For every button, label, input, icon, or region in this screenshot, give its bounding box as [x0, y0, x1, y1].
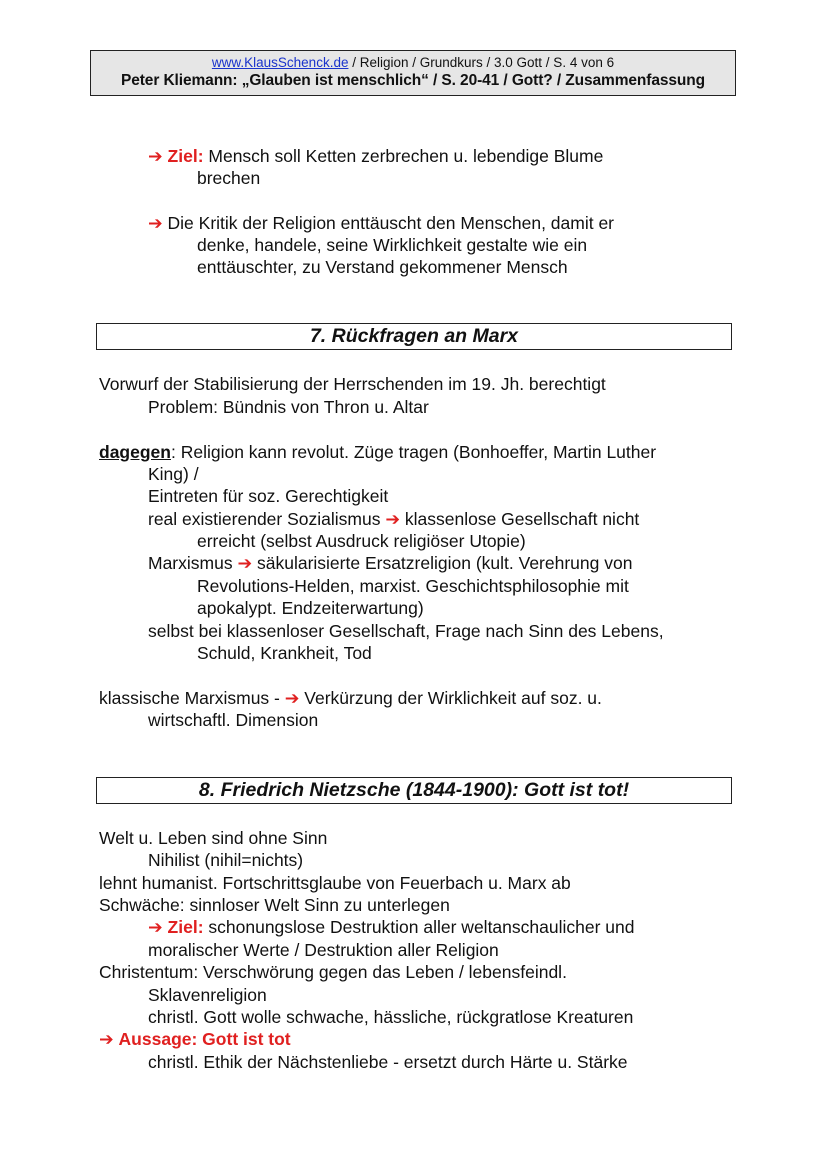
text-line: lehnt humanist. Fortschrittsglaube von Feuerbach u. Marx ab	[99, 873, 571, 893]
site-link[interactable]: www.KlausSchenck.de	[211, 55, 349, 70]
text-line: Welt u. Leben sind ohne Sinn	[99, 828, 328, 848]
text-part: klassenlose Gesellschaft nicht	[400, 509, 640, 529]
text-line: christl. Gott wolle schwache, hässliche, rückgratlose Kreaturen	[148, 1007, 634, 1027]
aussage-text: Aussage: Gott ist tot	[118, 1029, 291, 1049]
dagegen-label: dagegen	[99, 442, 171, 462]
page-header	[90, 50, 736, 96]
arrow-right-icon: ➔	[148, 917, 163, 937]
text-part: Marxismus	[148, 553, 238, 573]
text-line: christl. Ethik der Nächstenliebe - ersetzt durch Härte u. Stärke	[148, 1052, 628, 1072]
header-path: / Religion / Grundkurs / 3.0 Gott / S. 4 von 6	[348, 55, 615, 70]
header-title: Peter Kliemann: „Glauben ist menschlich“ / S. 20-41 / Gott? / Zusammenfassung	[120, 72, 706, 89]
arrow-right-icon: ➔	[237, 553, 253, 573]
text-line: King) /	[148, 464, 199, 484]
text-line: Eintreten für soz. Gerechtigkeit	[148, 486, 389, 506]
text-line: wirtschaftl. Dimension	[148, 710, 319, 730]
ziel-text-cont: brechen	[197, 168, 261, 188]
text-line: Problem: Bündnis von Thron u. Altar	[148, 397, 429, 417]
text-line: Vorwurf der Stabilisierung der Herrschenden im 19. Jh. berechtigt	[99, 374, 606, 394]
section-8-heading: 8. Friedrich Nietzsche (1844-1900): Gott ist tot!	[96, 777, 732, 804]
ziel-label: Ziel:	[167, 917, 204, 937]
text-line: Nihilist (nihil=nichts)	[148, 850, 304, 870]
text-line: Christentum: Verschwörung gegen das Leben / lebensfeindl.	[99, 962, 567, 982]
kritik-text: Die Kritik der Religion enttäuscht den Menschen, damit er	[162, 213, 615, 233]
text-line: Schuld, Krankheit, Tod	[197, 643, 372, 663]
text-line: selbst bei klassenloser Gesellschaft, Frage nach Sinn des Lebens,	[148, 621, 664, 641]
arrow-right-icon: ➔	[148, 213, 163, 233]
text-part: Verkürzung der Wirklichkeit auf soz. u.	[299, 688, 602, 708]
ziel-line	[148, 145, 603, 167]
arrow-right-icon: ➔	[148, 146, 163, 166]
section-7-heading: 7. Rückfragen an Marx	[96, 323, 732, 350]
text-part: real existierender Sozialismus	[148, 509, 386, 529]
text-line: Revolutions-Helden, marxist. Geschichtsphilosophie mit	[197, 576, 629, 596]
sozialismus-line	[148, 508, 639, 530]
kritik-text-cont: enttäuschter, zu Verstand gekommener Mensch	[197, 257, 568, 277]
text-part: klassische Marxismus -	[99, 688, 285, 708]
ziel-text: schonungslose Destruktion aller weltanschaulicher und	[203, 917, 635, 937]
ziel-label: Ziel:	[167, 146, 204, 166]
header-breadcrumb	[91, 55, 735, 71]
kritik-text-cont: denke, handele, seine Wirklichkeit gestalte wie ein	[197, 235, 588, 255]
klassisch-line	[99, 687, 602, 709]
text-line: Sklavenreligion	[148, 985, 267, 1005]
arrow-right-icon: ➔	[99, 1029, 114, 1049]
aussage-line	[99, 1028, 291, 1050]
dagegen-line	[99, 441, 656, 463]
arrow-right-icon: ➔	[385, 509, 400, 529]
text-line: Schwäche: sinnloser Welt Sinn zu unterlegen	[99, 895, 450, 915]
kritik-line	[148, 212, 614, 234]
dagegen-text: : Religion kann revolut. Züge tragen (Bonhoeffer, Martin Luther	[170, 442, 657, 462]
text-line: apokalypt. Endzeiterwartung)	[197, 598, 424, 618]
text-line: erreicht (selbst Ausdruck religiöser Utopie)	[197, 531, 526, 551]
ziel-text: Mensch soll Ketten zerbrechen u. lebendige Blume	[203, 146, 604, 166]
text-line: moralischer Werte / Destruktion aller Religion	[148, 940, 499, 960]
ziel-line-2	[148, 916, 634, 938]
marxismus-line	[148, 552, 632, 574]
text-part: säkularisierte Ersatzreligion (kult. Verehrung von	[252, 553, 633, 573]
arrow-right-icon: ➔	[284, 688, 300, 708]
